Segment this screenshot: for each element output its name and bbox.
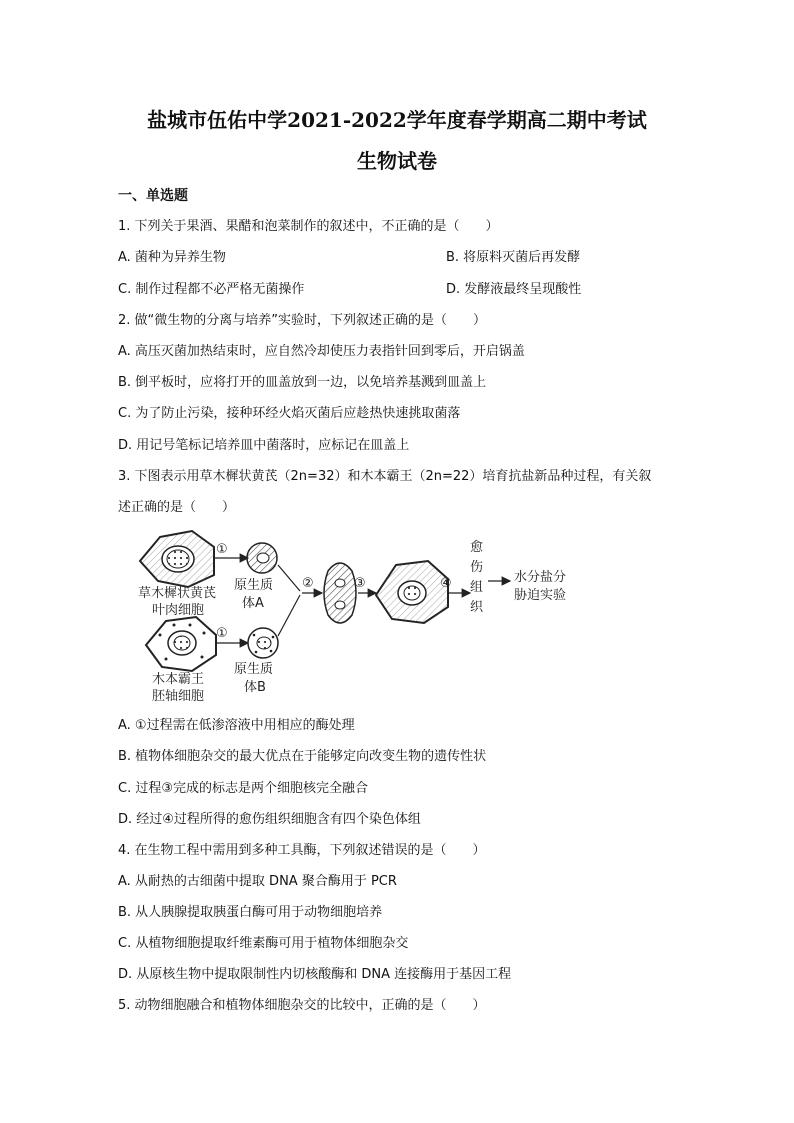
callus-char-1: 愈	[470, 540, 484, 555]
exam-subtitle: 生物试卷	[357, 149, 437, 173]
question-3-stem-line1: 3. 下图表示用草木樨状黄芪（2n=32）和木本霸王（2n=22）培育抗盐新品种过程，有关叙	[118, 469, 652, 484]
step-3-label: ③	[354, 576, 366, 591]
question-2-stem: 2. 做“微生物的分离与培养”实验时，下列叙述正确的是（ ）	[118, 313, 487, 328]
question-1-option-b: B. 将原料灭菌后再发酵	[446, 250, 581, 265]
step-1-label-top: ①	[216, 542, 228, 557]
question-3-option-b: B. 植物体细胞杂交的最大优点在于能够定向改变生物的遗传性状	[118, 749, 487, 764]
question-2-option-d: D. 用记号笔标记培养皿中菌落时，应标记在皿盖上	[118, 438, 410, 453]
question-1-option-a: A. 菌种为异养生物	[118, 250, 226, 265]
cell-b-label-line1: 木本霸王	[152, 672, 205, 687]
protoplast-a-label-line2: 体A	[242, 596, 264, 611]
question-2-option-a: A. 高压灭菌加热结束时，应自然冷却使压力表指针回到零后，开启锅盖	[118, 344, 525, 359]
question-4-option-a: A. 从耐热的古细菌中提取 DNA 聚合酶用于 PCR	[118, 874, 397, 889]
cell-a-label-line2: 叶肉细胞	[152, 603, 205, 618]
question-2-option-c: C. 为了防止污染，接种环经火焰灭菌后应趁热快速挑取菌落	[118, 406, 461, 421]
hypocotyl-cell-b	[146, 617, 216, 671]
cell-a-label-line1: 草木樨状黄芪	[138, 586, 217, 601]
exam-title: 盐城市伍佑中学2021-2022学年度春学期高二期中考试	[147, 108, 647, 132]
mesophyll-cell-a	[140, 531, 214, 587]
step-4-label: ④	[440, 576, 452, 591]
question-4-option-d: D. 从原核生物中提取限制性内切核酸酶和 DNA 连接酶用于基因工程	[118, 967, 512, 982]
callus-char-2: 伤	[470, 560, 484, 575]
protoplast-b-label-line1: 原生质	[234, 662, 274, 677]
protoplast-b	[248, 628, 278, 658]
question-3-option-a: A. ①过程需在低渗溶液中用相应的酶处理	[118, 718, 355, 733]
result-label-line2: 胁迫实验	[514, 588, 567, 603]
question-3-option-c: C. 过程③完成的标志是两个细胞核完全融合	[118, 781, 368, 796]
question-5-stem: 5. 动物细胞融合和植物体细胞杂交的比较中，正确的是（ ）	[118, 998, 486, 1013]
question-1-option-c: C. 制作过程都不必严格无菌操作	[118, 282, 305, 297]
question-4-option-c: C. 从植物细胞提取纤维素酶可用于植物体细胞杂交	[118, 936, 409, 951]
section-heading: 一、单选题	[118, 188, 188, 204]
hybrid-cell	[376, 561, 448, 623]
callus-char-3: 组	[470, 580, 484, 595]
question-4-stem: 4. 在生物工程中需用到多种工具酶，下列叙述错误的是（ ）	[118, 843, 486, 858]
question-4-option-b: B. 从人胰腺提取胰蛋白酶可用于动物细胞培养	[118, 905, 383, 920]
question-1-option-d: D. 发酵液最终呈现酸性	[446, 282, 582, 297]
callus-char-4: 织	[470, 600, 484, 615]
step-2-label: ②	[302, 576, 314, 591]
fused-protoplast	[324, 563, 356, 623]
protoplast-a-label-line1: 原生质	[234, 578, 274, 593]
result-label-line1: 水分盐分	[514, 570, 567, 585]
question-3-stem-line2: 述正确的是（ ）	[118, 500, 236, 515]
protoplast-fusion-diagram	[130, 525, 580, 710]
cell-b-label-line2: 胚轴细胞	[152, 689, 205, 704]
question-3-option-d: D. 经过④过程所得的愈伤组织细胞含有四个染色体组	[118, 812, 421, 827]
question-2-option-b: B. 倒平板时，应将打开的皿盖放到一边，以免培养基溅到皿盖上	[118, 375, 487, 390]
protoplast-a	[247, 543, 277, 573]
protoplast-b-label-line2: 体B	[244, 680, 266, 695]
step-1-label-bottom: ①	[216, 626, 228, 641]
question-1-stem: 1. 下列关于果酒、果醋和泡菜制作的叙述中，不正确的是（ ）	[118, 219, 499, 234]
